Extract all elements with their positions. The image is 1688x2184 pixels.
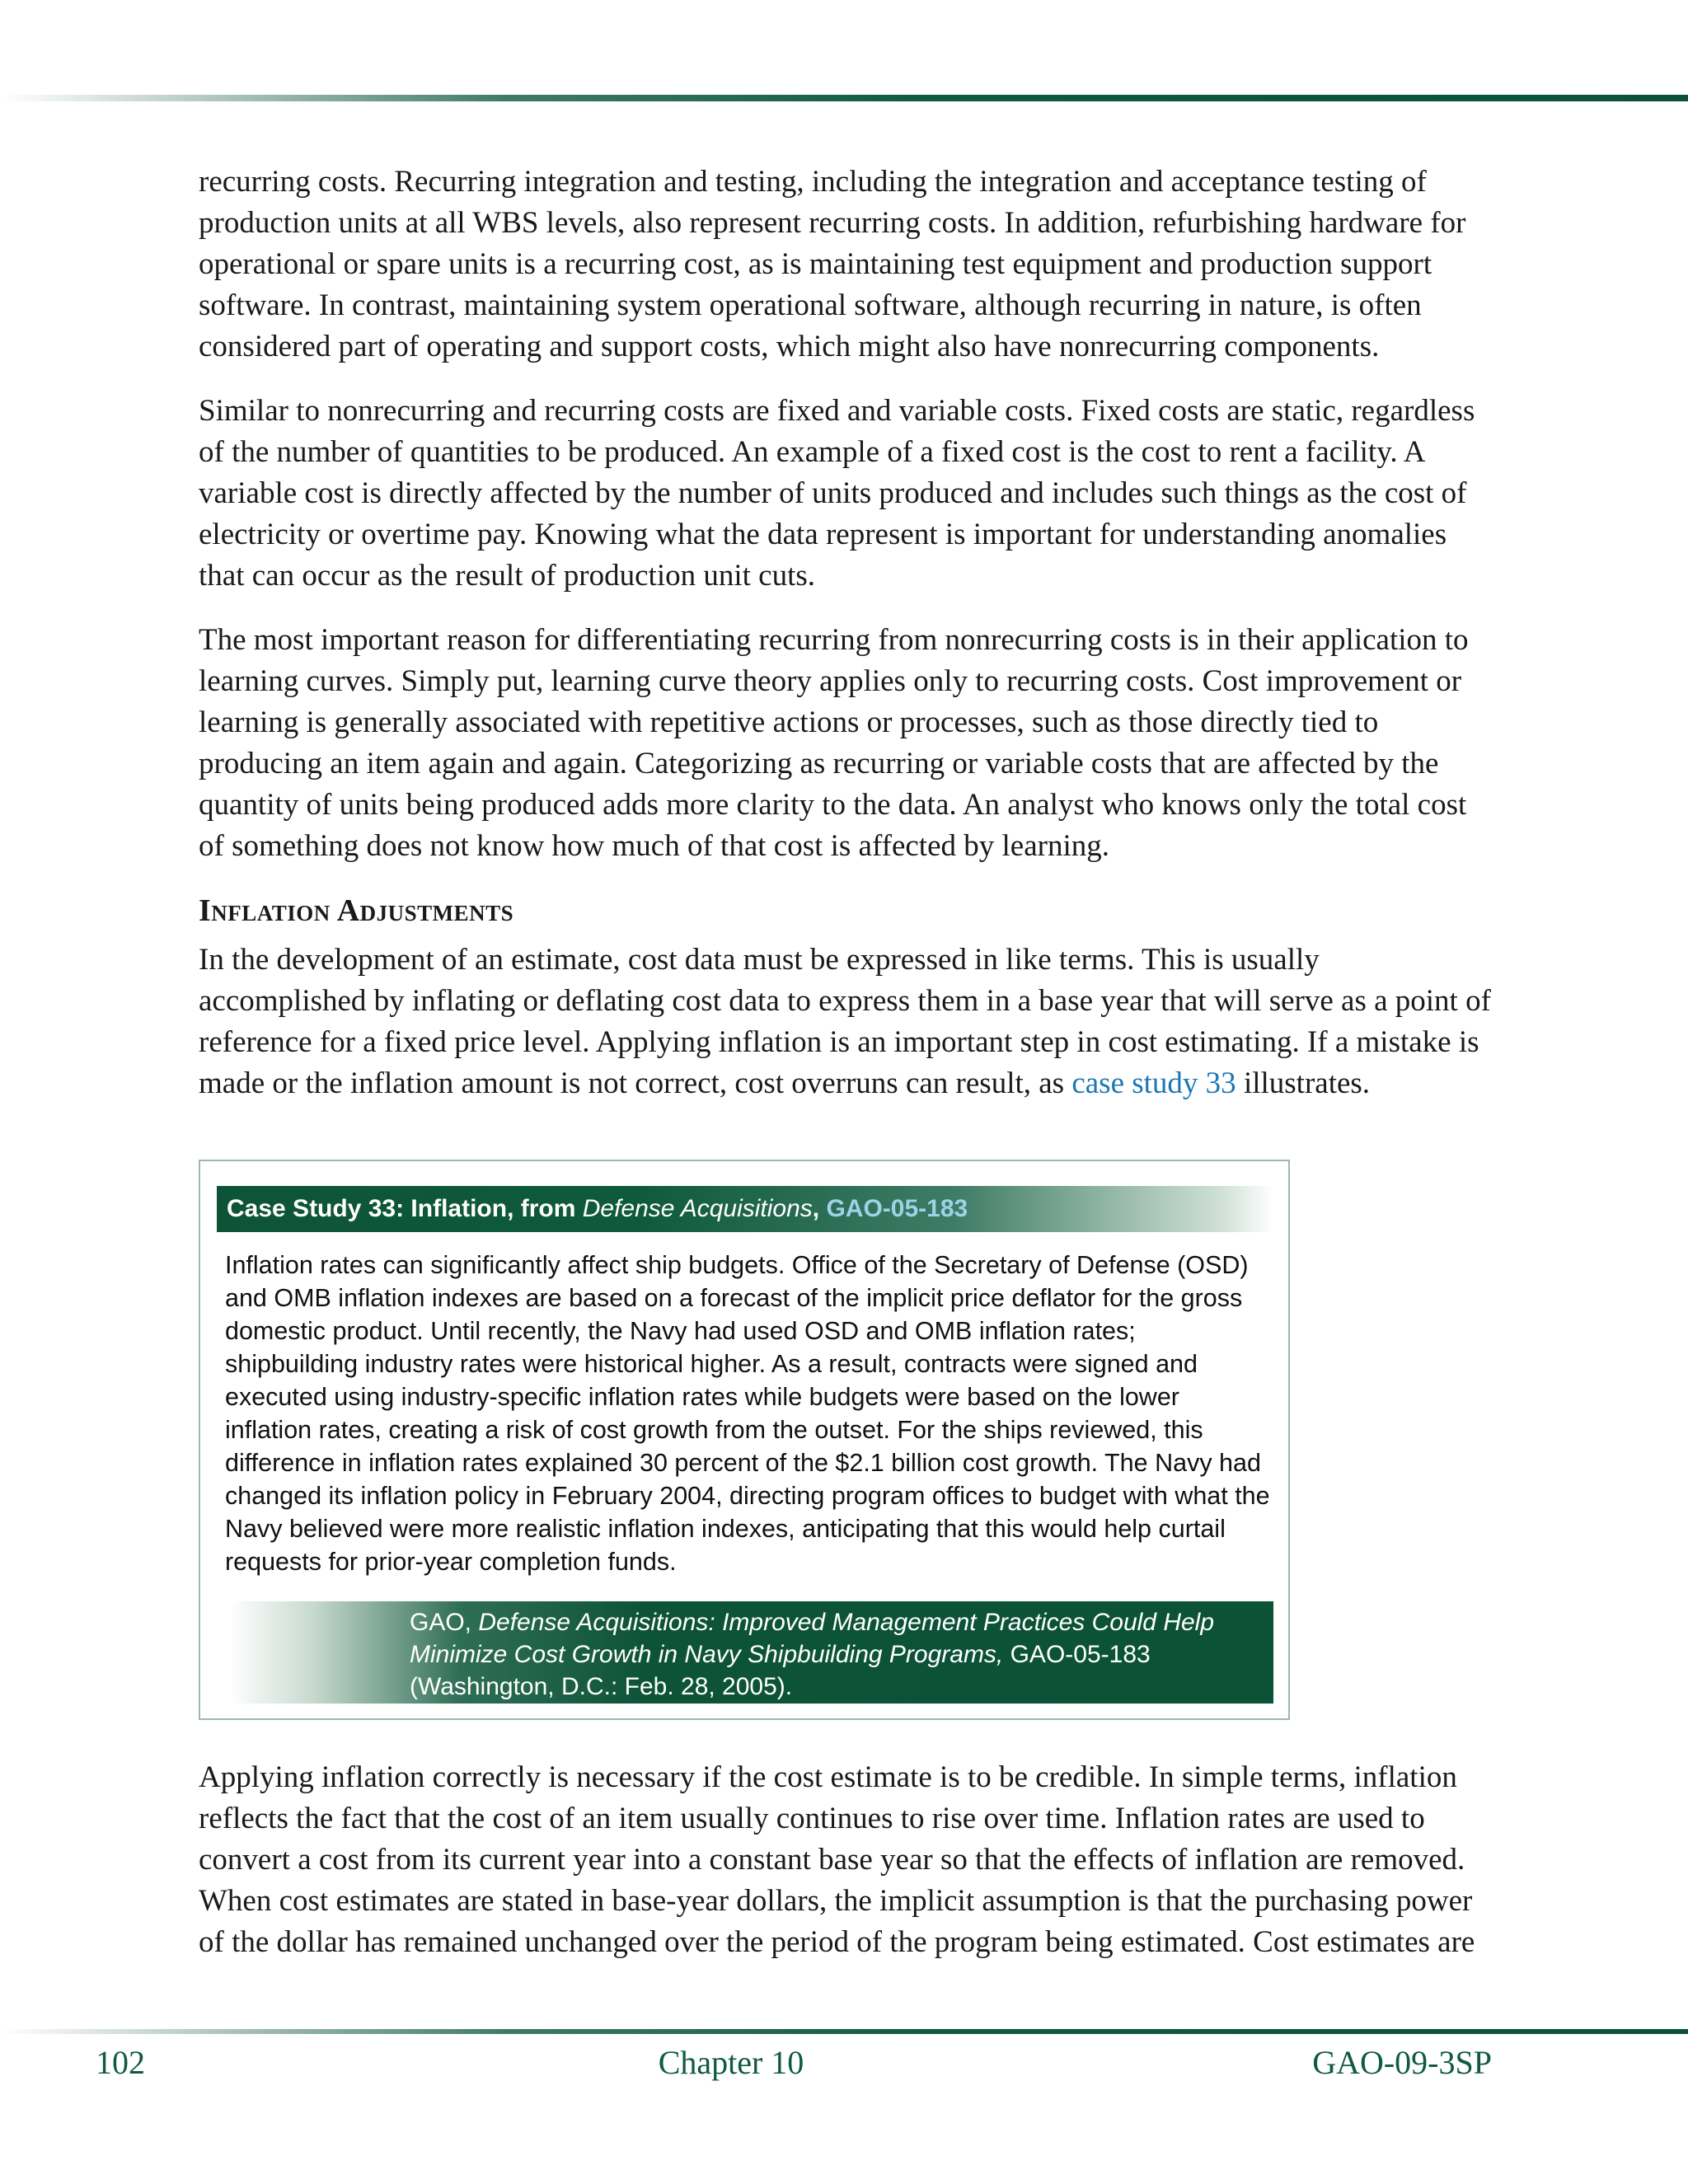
citation-prefix: GAO,	[410, 1609, 479, 1636]
citation-suffix: GAO-05-183 (Washington, D.C.: Feb. 28, 2005).	[410, 1641, 1151, 1700]
section-heading-inflation: Inflation Adjustments	[199, 893, 514, 928]
body-paragraph-fixed-variable: Similar to nonrecurring and recurring costs are fixed and variable costs. Fixed costs are static, regardless of the number of quantities to be produced. An example of a fixed cost is the cost to rent a facility. A variable cost is directly affected by the number of units produced and includes such things as the cost of electricity or overtime pay. Knowing what the data represent is important for understanding anomalies that can occur as the result of production unit cuts.	[199, 394, 1475, 593]
case-study-box	[199, 1160, 1290, 1720]
inflation-intro-text: In the development of an estimate, cost data must be expressed in like terms. This is usually accomplished by inflating or deflating cost data to express them in a base year that will serve as a point of reference for a fixed price level. Applying inflation is an important step in cost estimating. If a mistake is made or the inflation amount is not correct, cost overruns can result, as	[199, 943, 1491, 1100]
footer-rule	[0, 2029, 1688, 2034]
case-study-title-comma: ,	[812, 1195, 827, 1222]
body-paragraph-learning-curves: The most important reason for differentiating recurring from nonrecurring costs is in their application to learning curves. Simply put, learning curve theory applies only to recurring costs. Cost improvement or learning is generally associated with repetitive actions or processes, such as those directly tied to producing an item again and again. Categorizing as recurring or variable costs that are affected by the quantity of units being produced adds more clarity to the data. An analyst who knows only the total cost of something does not know how much of that cost is affected by learning.	[199, 623, 1469, 863]
body-paragraph-recurring: recurring costs. Recurring integration and testing, including the integration and acceptance testing of production units at all WBS levels, also represent recurring costs. In addition, refurbishing hardware for operational or spare units is a recurring cost, as is maintaining test equipment and production support software. In contrast, maintaining system operational software, although recurring in nature, is often considered part of operating and support costs, which might also have nonrecurring components.	[199, 165, 1466, 363]
continued-content	[199, 1757, 1493, 1986]
inflation-intro-tail: illustrates.	[1236, 1066, 1371, 1100]
case-study-title-source: Defense Acquisitions	[582, 1195, 813, 1222]
header-rule	[0, 95, 1688, 101]
body-paragraph-inflation-intro	[199, 940, 1493, 1104]
footer-chapter: Chapter 10	[658, 2044, 804, 2081]
citation-title: Defense Acquisitions: Improved Management Practices Could Help Minimize Cost Growth in Navy Shipbuilding Programs,	[410, 1609, 1215, 1668]
case-study-title-prefix: Case Study 33: Inflation, from	[227, 1195, 583, 1222]
footer-document-id: GAO-09-3SP	[1312, 2044, 1492, 2081]
main-content	[199, 162, 1493, 1127]
case-study-source-citation	[230, 1601, 1273, 1704]
body-paragraph-inflation-correctly: Applying inflation correctly is necessary if the cost estimate is to be credible. In simple terms, inflation reflects the fact that the cost of an item usually continues to rise over time. Inflation rates are used to convert a cost from its current year into a constant base year so that the effects of inflation are removed. When cost estimates are stated in base-year dollars, the implicit assumption is that the purchasing power of the dollar has remained unchanged over the period of the program being estimated. Cost estimates are	[199, 1760, 1475, 1959]
page-number: 102	[96, 2044, 145, 2081]
case-study-33-link[interactable]: case study 33	[1071, 1066, 1236, 1100]
case-study-report-link[interactable]: GAO-05-183	[826, 1195, 968, 1222]
case-study-title	[217, 1186, 1273, 1232]
case-study-text: Inflation rates can significantly affect ship budgets. Office of the Secretary of Defense (OSD) and OMB inflation indexes are based on a forecast of the implicit price deflator for the gross domestic product. Until recently, the Navy had used OSD and OMB inflation rates; shipbuilding industry rates were historical higher. As a result, contracts were signed and executed using industry-specific inflation rates while budgets were based on the lower inflation rates, creating a risk of cost growth from the outset. For the ships reviewed, this difference in inflation rates explained 30 percent of the $2.1 billion cost growth. The Navy had changed its inflation policy in February 2004, directing program offices to budget with what the Navy believed were more realistic inflation indexes, anticipating that this would help curtail requests for prior-year completion funds.	[225, 1251, 1270, 1576]
